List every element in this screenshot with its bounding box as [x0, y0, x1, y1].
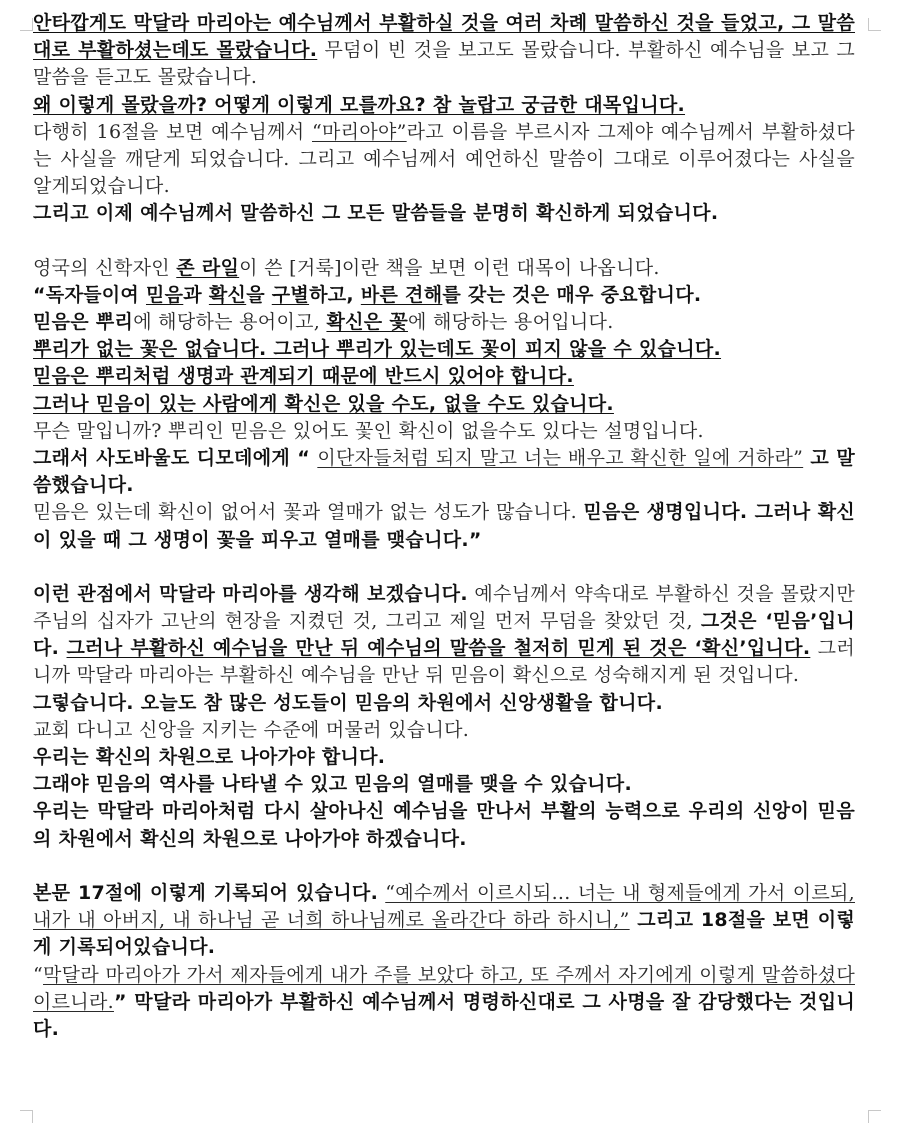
page-corner-mark-top-right [868, 18, 881, 31]
text-run: 이 쓴 [거룩]이란 책을 보면 이런 대목이 나옵니다. [239, 256, 660, 279]
text-run: 무슨 말입니까? 뿌리인 믿음은 있어도 꽃인 확신이 없을수도 있다는 설명입니다. [33, 419, 704, 442]
paragraph [33, 10, 855, 92]
text-run: 고 말씀했습니다. [33, 447, 855, 497]
page-corner-mark-top-left [20, 18, 33, 31]
text-run: 에 해당하는 용어이고, [133, 311, 327, 334]
blank-line [33, 228, 855, 255]
text-run: “마리아야” [312, 120, 407, 143]
paragraph [33, 798, 855, 852]
text-run: 그러나 믿음이 있는 사람에게 확신은 있을 수도, 없을 수도 있습니다. [33, 392, 614, 415]
text-run: 이단자들처럼 되지 말고 너는 배우고 확신한 일에 거하라” [317, 447, 804, 470]
paragraph [33, 391, 855, 418]
blank-line [33, 853, 855, 880]
paragraph [33, 717, 855, 744]
text-run: 하고, [309, 283, 361, 306]
text-run: 확신은 꽃 [326, 311, 408, 334]
text-run: “독자들이여 [33, 283, 146, 306]
text-run: 믿음은 뿌리 [33, 311, 134, 334]
paragraph [33, 499, 855, 553]
text-run [59, 637, 66, 659]
text-run: “ [33, 963, 44, 986]
text-run: 우리는 확신의 차원으로 나아가야 합니다. [33, 746, 386, 769]
text-run: 교회 다니고 신앙을 지키는 수준에 머물러 있습니다. [33, 718, 470, 741]
text-run: 다행히 16절을 보면 예수님께서 [33, 120, 312, 143]
text-run: 이런 관점에서 막달라 마리아를 생각해 보겠습니다. [33, 582, 468, 605]
text-run: 그리고 18절을 보면 이렇게 기록되어있습니다. [33, 909, 856, 959]
text-run: 본문 17절에 이렇게 기록되어 있습니다. [33, 881, 379, 904]
paragraph [33, 771, 855, 798]
text-run: 바른 견해 [360, 283, 443, 306]
text-run: 그래야 믿음의 역사를 나타낼 수 있고 믿음의 열매를 맺을 수 있습니다. [33, 773, 632, 796]
text-run: 그러나 부활하신 예수님을 만난 뒤 예수님의 말씀을 철저히 믿게 된 것은 ‘확신’입니다. [66, 637, 811, 660]
paragraph [33, 200, 855, 227]
paragraph [33, 363, 855, 390]
paragraph [33, 92, 855, 119]
text-run: 구별 [271, 283, 310, 306]
text-run: 확신 [208, 283, 247, 306]
blank-line [33, 554, 855, 581]
text-run: 그리고 이제 예수님께서 말씀하신 그 모든 말씀들을 분명히 확신하게 되었습니다. [33, 202, 719, 225]
text-run: 뿌리가 없는 꽃은 없습니다. 그러나 뿌리가 있는데도 꽃이 피지 않을 수 있습니다. [33, 338, 722, 361]
text-run: 믿음은 뿌리처럼 생명과 관계되기 때문에 반드시 있어야 합니다. [33, 365, 574, 388]
text-run: 존 라일 [176, 256, 240, 279]
text-run: 무덤이 빈 것을 보고도 몰랐습니다. 부활하신 예수님을 보고 그 말씀을 듣고도 몰랐습니다. [33, 39, 855, 89]
paragraph [33, 962, 855, 1044]
text-run: 를 갖는 것은 매우 중요합니다. [442, 283, 702, 306]
text-run: ” 막달라 마리아가 부활하신 예수님께서 명령하신대로 그 사명을 잘 감당했다는 것입니다. [33, 990, 855, 1040]
paragraph [33, 255, 855, 282]
paragraph [33, 445, 855, 499]
paragraph [33, 418, 855, 445]
text-run: “예수께서 이르시되... 너는 내 형제들에게 가서 이르되, 내가 내 아버지, 내 하나님 곧 너희 하나님께로 올라간다 하라 하시니,” [33, 881, 855, 932]
paragraph [33, 309, 855, 336]
text-run: 우리는 막달라 마리아처럼 다시 살아나신 예수님을 만나서 부활의 능력으로 우리의 신앙이 믿음의 차원에서 확신의 차원으로 나아가야 하겠습니다. [33, 800, 855, 850]
page-corner-mark-bottom-left [20, 1110, 33, 1123]
paragraph [33, 744, 855, 771]
text-run: 믿음은 생명입니다. 그러나 확신이 있을 때 그 생명이 꽃을 피우고 열매를 맺습니다.” [33, 501, 856, 551]
text-run: 을 [246, 283, 272, 306]
text-run: 그러니까 막달라 마리아는 부활하신 예수님을 만난 뒤 믿음이 확신으로 성숙해지게 된 것입니다. [33, 637, 855, 687]
text-run: 예수님께서 약속대로 부활하신 것을 몰랐지만 주님의 십자가 고난의 현장을 지켰던 것, 그리고 제일 먼저 무덤을 찾았던 것, [33, 582, 856, 633]
text-run: 막달라 마리아가 가서 제자들에게 내가 주를 보았다 하고, 또 주께서 자기에게 이렇게 말씀하셨다 이르니라. [33, 963, 855, 1013]
page-corner-mark-bottom-right [868, 1110, 881, 1123]
text-run: 믿음은 있는데 확신이 없어서 꽃과 열매가 없는 성도가 많습니다. [33, 501, 584, 524]
text-run: 그것은 ‘믿음’입니다. [33, 610, 856, 660]
paragraph [33, 880, 855, 962]
text-run: 그렇습니다. 오늘도 참 많은 성도들이 믿음의 차원에서 신앙생활을 합니다. [33, 691, 663, 714]
document-body [33, 10, 855, 1043]
text-run: 영국의 신학자인 [33, 256, 177, 279]
text-run: 안타깝게도 막달라 마리아는 예수님께서 부활하실 것을 여러 차례 말씀하신 것을 들었고, 그 말씀대로 부활하셨는데도 몰랐습니다. [33, 12, 855, 62]
text-run: 그래서 사도바울도 디모데에게 “ [33, 447, 318, 470]
text-run: 에 해당하는 용어입니다. [407, 311, 614, 334]
paragraph [33, 336, 855, 363]
text-run: 과 [183, 283, 209, 306]
paragraph [33, 581, 855, 690]
paragraph [33, 119, 855, 201]
text-run: 믿음 [145, 283, 184, 306]
paragraph [33, 282, 855, 309]
paragraph [33, 690, 855, 717]
text-run: 라고 이름을 부르시자 그제야 예수님께서 부활하셨다는 사실을 깨닫게 되었습니다. 그리고 예수님께서 예언하신 말씀이 그대로 이루어졌다는 사실을 알게되었습니다. [33, 120, 856, 198]
text-run: 왜 이렇게 몰랐을까? 어떻게 이렇게 모를까요? 참 놀랍고 궁금한 대목입니다. [33, 93, 686, 116]
